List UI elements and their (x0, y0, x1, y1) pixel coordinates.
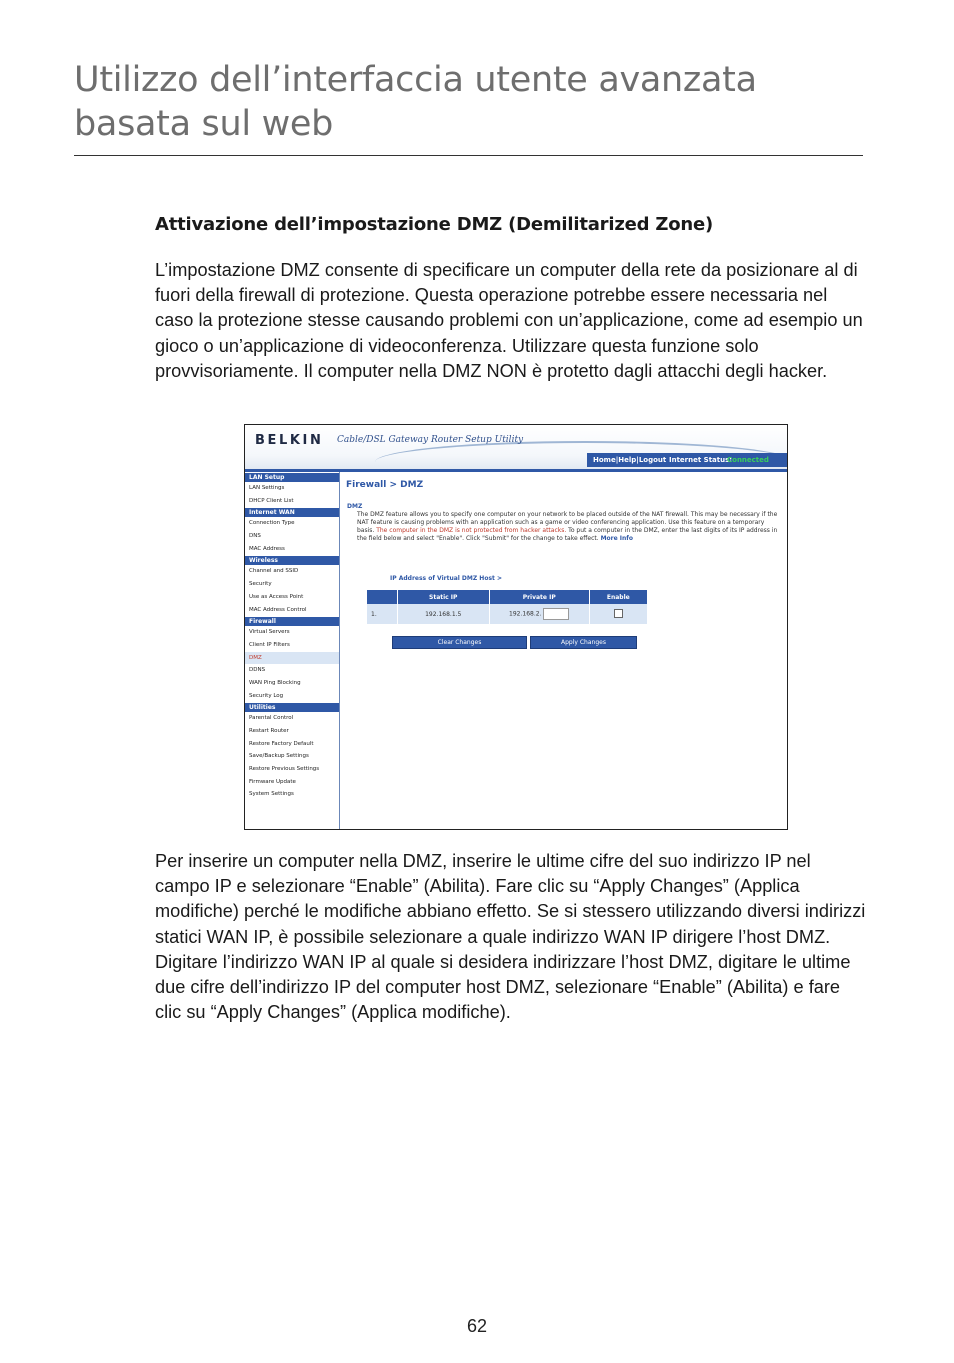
page-number: 62 (466, 1316, 488, 1336)
sidebar-item[interactable]: Use as Access Point (249, 593, 304, 600)
top-nav (587, 453, 787, 467)
description-end: To put a computer in the DMZ, enter the last digits of its IP address in the field below and select "Enable". Click "Submit" for the change to take effect. (357, 527, 778, 542)
sidebar-item[interactable]: DDNS (249, 667, 266, 674)
sidebar-section-heading: Utilities (245, 703, 339, 712)
nav-links[interactable]: Home|Help|Logout (593, 456, 667, 464)
private-ip-cell (489, 604, 589, 624)
table-header-row (367, 590, 648, 604)
sidebar-item[interactable]: MAC Address Control (249, 606, 307, 613)
table-header: Static IP (397, 590, 489, 604)
breadcrumb: Firewall > DMZ (346, 480, 424, 490)
clear-changes-button[interactable]: Clear Changes (392, 636, 527, 649)
sidebar-section-heading: Wireless (245, 556, 339, 565)
row-index: 1. (367, 604, 397, 624)
title-divider (74, 155, 863, 156)
enable-checkbox[interactable] (614, 609, 623, 618)
router-ui-screenshot (244, 424, 788, 830)
sidebar-item[interactable]: DNS (249, 533, 261, 540)
dmz-description (357, 511, 782, 543)
description-warning: The computer in the DMZ is not protected from hacker attacks. (376, 527, 567, 534)
utility-subtitle: Cable/DSL Gateway Router Setup Utility (337, 435, 524, 445)
sidebar-item[interactable]: Save/Backup Settings (249, 753, 309, 760)
internet-status-value: Connected (727, 456, 769, 464)
sidebar (245, 472, 340, 829)
sidebar-item[interactable]: Connection Type (249, 520, 295, 527)
enable-cell (589, 604, 647, 624)
internet-status-label: Internet Status: (669, 456, 733, 464)
sidebar-item[interactable]: LAN Settings (249, 485, 285, 491)
private-ip-input[interactable] (543, 608, 569, 620)
sidebar-item[interactable]: Client IP Filters (249, 641, 290, 648)
table-header (367, 590, 397, 604)
sidebar-item[interactable]: System Settings (249, 791, 294, 798)
router-header (245, 425, 787, 469)
sidebar-item[interactable]: Restore Previous Settings (249, 766, 320, 773)
dmz-table (367, 590, 648, 624)
sidebar-item[interactable]: Parental Control (249, 715, 294, 722)
more-info-link[interactable]: More Info (600, 535, 634, 542)
private-ip-prefix: 192.168.2. (509, 610, 542, 618)
belkin-logo: BELKIN (255, 433, 324, 448)
sidebar-section-heading: LAN Setup (245, 473, 339, 482)
sidebar-item[interactable]: Restore Factory Default (249, 740, 314, 747)
main-content (345, 472, 785, 829)
sidebar-item[interactable]: Restart Router (249, 728, 289, 734)
sidebar-item[interactable]: Security Log (249, 692, 284, 699)
sidebar-item[interactable]: MAC Address (249, 545, 285, 552)
sidebar-item[interactable]: WAN Ping Blocking (249, 679, 301, 686)
sidebar-item[interactable]: DMZ (245, 652, 339, 665)
sidebar-section-heading: Internet WAN (245, 508, 339, 517)
table-header: Private IP (489, 590, 589, 604)
page-title: Utilizzo dell’interfaccia utente avanzata basata sul web (74, 60, 757, 144)
ip-heading: IP Address of Virtual DMZ Host > (390, 575, 503, 582)
dmz-section-label: DMZ (347, 503, 363, 510)
sidebar-section-heading: Firewall (245, 617, 339, 626)
sidebar-item[interactable]: DHCP Client List (249, 497, 294, 504)
static-ip-cell: 192.168.1.5 (397, 604, 489, 624)
apply-changes-button[interactable]: Apply Changes (530, 636, 637, 649)
sidebar-item[interactable]: Virtual Servers (249, 629, 290, 636)
table-header: Enable (589, 590, 647, 604)
table-row (367, 604, 648, 624)
sidebar-item[interactable]: Firmware Update (249, 778, 296, 785)
sidebar-item[interactable]: Security (249, 581, 272, 588)
intro-paragraph: L’impostazione DMZ consente di specificare un computer della rete da posizionare al di fuori della firewall di protezione. Questa operazione potrebbe essere necessaria nel caso la protezione stesse causando problemi con un’applicazione, come ad esempio un gioco o un’applicazione di videoconferenza. Utilizzare questa funzione solo provvisoriamente. Il computer nella DMZ NON è protetto dagli attacchi degli hacker. (155, 260, 863, 381)
instructions-paragraph: Per inserire un computer nella DMZ, inserire le ultime cifre del suo indirizzo IP nel campo IP e selezionare “Enable” (Abilita). Fare clic su “Apply Changes” (Applica modifiche) perché le modifiche abbiano effetto. Se si stessero utilizzando diversi indirizzi statici WAN IP, è possibile selezionare a quale indirizzo WAN IP dirigere l’host DMZ. Digitare l’indirizzo WAN IP al quale si desidera indirizzare l’host DMZ, digitare le ultime due cifre dell’indirizzo IP del computer host DMZ, selezionare “Enable” (Abilita) e fare clic su “Apply Changes” (Applica modifiche). (155, 851, 866, 1023)
description-text: The DMZ feature allows you to specify one computer on your network to be placed outside of the NAT firewall. This may be necessary if the NAT feature is causing problems with an application such as a game or video conferencing application. Use this feature on a temporary basis. (357, 511, 778, 534)
sidebar-item[interactable]: Channel and SSID (249, 568, 299, 575)
section-heading: Attivazione dell’impostazione DMZ (Demilitarized Zone) (155, 214, 714, 235)
